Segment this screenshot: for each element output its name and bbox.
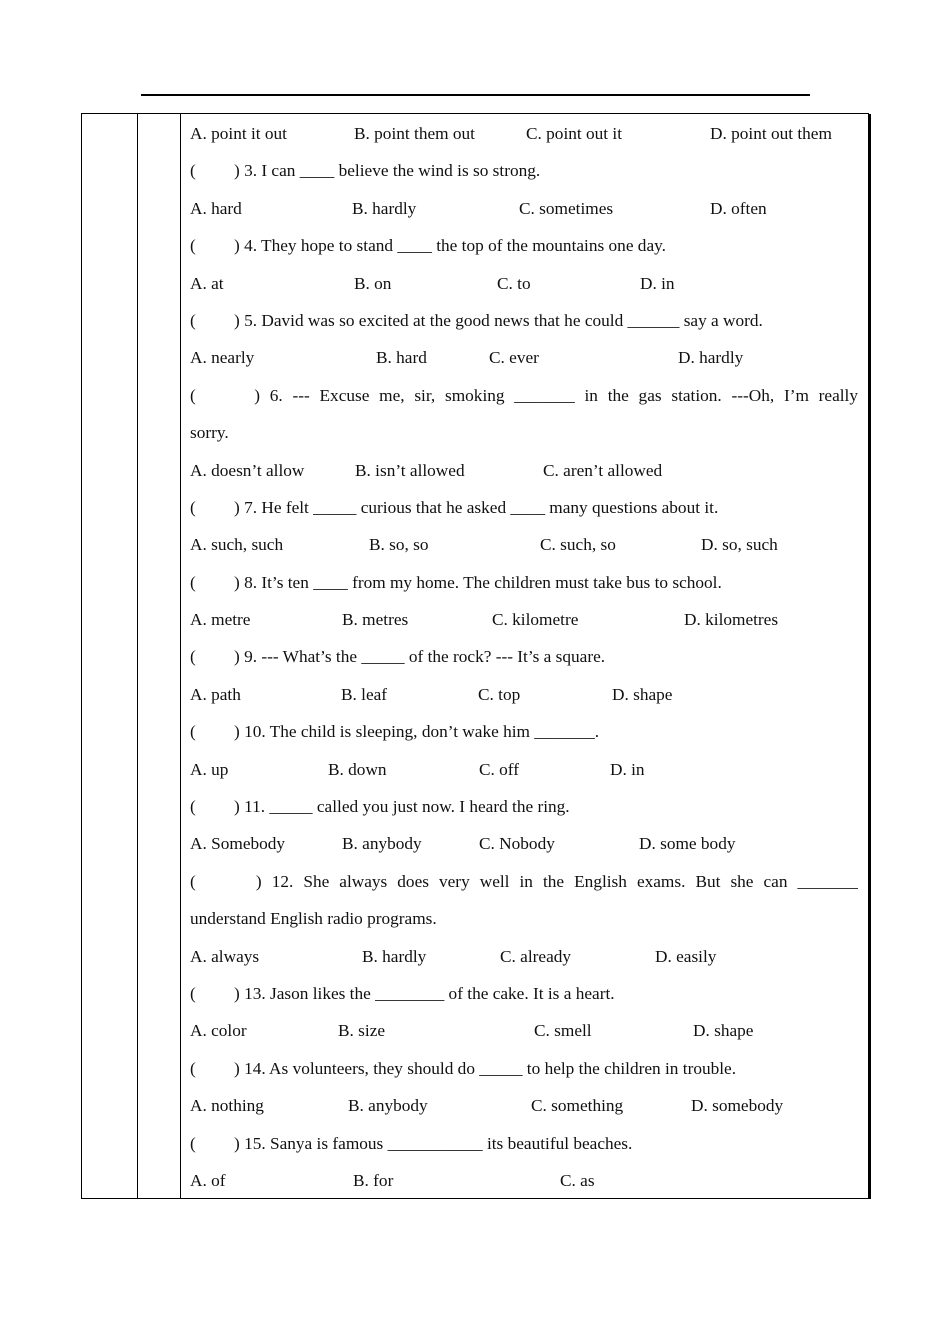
answer-option: C. sometimes [519,198,614,218]
answer-options [190,938,858,975]
answer-options [190,115,858,152]
answer-option: A. point it out [190,124,287,143]
answer-option: B. anybody [348,1096,428,1116]
answer-option: C. such, so [540,535,616,555]
answer-option: D. in [640,273,675,293]
question-line: ( ) 6. --- Excuse me, sir, smoking _______ in the gas station. ---Oh, I’m really [190,385,858,405]
answer-option: B. hardly [362,946,427,966]
answer-option: A. at [190,273,224,293]
answer-option: C. point out it [526,124,623,143]
question-text: ) 4. They hope to stand ____ the top of the mountains one day. [234,236,666,256]
question-continuation: understand English radio programs. [190,909,437,929]
answer-options [190,676,858,713]
answer-option: C. to [497,273,531,293]
answer-option: A. always [190,946,260,966]
column-divider [180,114,181,1198]
answer-option: B. so, so [369,535,429,555]
answer-blank: ( [190,1133,196,1153]
answer-option: D. in [610,759,645,779]
question-continuation: sorry. [190,423,229,443]
question-text: ) 13. Jason likes the ________ of the cake. It is a heart. [234,983,615,1003]
question-text: ) 3. I can ____ believe the wind is so strong. [234,161,541,181]
answer-option: C. off [479,759,520,779]
answer-options [190,265,858,302]
answer-option: D. somebody [691,1096,784,1116]
question-line [190,564,858,601]
answer-options [190,526,858,563]
answer-option: B. down [328,759,387,779]
answer-option: D. so, such [701,535,778,555]
answer-option: D. shape [693,1021,754,1041]
answer-option: C. already [500,946,572,966]
answer-option: C. Nobody [479,834,555,854]
answer-option: C. as [560,1170,595,1190]
answer-blank: ( [190,983,196,1003]
answer-blank: ( [190,722,196,742]
answer-option: D. kilometres [684,610,779,630]
question-text: ) 5. David was so excited at the good news that he could ______ say a word. [234,310,763,330]
answer-blank: ( [190,161,196,181]
answer-options [190,601,858,638]
answer-option: B. hard [376,348,427,368]
answer-option: A. hard [190,198,242,218]
answer-option: C. top [478,684,521,704]
answer-blank: ( [190,1058,196,1078]
question-line [190,1125,858,1162]
answer-blank: ( [190,572,196,592]
answer-options [190,452,858,489]
question-text: ) 10. The child is sleeping, don’t wake him _______. [234,722,600,742]
answer-option: B. metres [342,610,409,630]
answer-option: A. Somebody [190,834,286,854]
answer-options [190,825,858,862]
answer-option: A. such, such [190,535,284,555]
answer-option: D. hardly [678,348,744,368]
answer-option: A. nothing [190,1096,264,1116]
question-line [190,638,858,675]
answer-options [190,1012,858,1049]
answer-option: A. color [190,1021,247,1041]
answer-options [190,751,858,788]
question-text: ) 7. He felt _____ curious that he asked ____ many questions about it. [234,497,719,517]
header-rule [141,94,810,96]
answer-option: D. point out them [710,124,832,143]
answer-option: B. hardly [352,198,417,218]
answer-option: A. metre [190,610,251,630]
question-text: ) 8. It’s ten ____ from my home. The children must take bus to school. [234,572,722,592]
answer-option: D. some body [639,834,736,854]
answer-option: D. often [710,198,767,218]
answer-option: A. of [190,1170,226,1190]
answer-options [190,190,858,227]
answer-blank: ( [190,797,196,817]
answer-option: B. for [353,1170,394,1190]
question-line [190,1050,858,1087]
answer-option: B. anybody [342,834,422,854]
answer-option: A. doesn’t allow [190,460,305,480]
column-divider [137,114,138,1198]
question-line [190,152,858,189]
answer-option: B. leaf [341,684,388,704]
answer-option: B. point them out [354,124,475,143]
question-line [190,302,858,339]
answer-option: C. aren’t allowed [543,460,663,480]
answer-options [190,339,858,376]
question-line: ( ) 12. She always does very well in the English exams. But she can _______ [190,871,858,891]
question-text: ) 15. Sanya is famous ___________ its beautiful beaches. [234,1133,633,1153]
answer-option: C. smell [534,1021,592,1041]
answer-blank: ( [190,497,196,517]
answer-option: B. on [354,273,392,293]
question-text: ) 11. _____ called you just now. I heard the ring. [234,797,570,817]
answer-option: A. path [190,684,241,704]
answer-option: B. size [338,1021,386,1041]
answer-blank: ( [190,310,196,330]
answer-option: A. nearly [190,348,255,368]
answer-blank: ( [190,236,196,256]
question-line [190,788,858,825]
answer-option: C. something [531,1096,624,1116]
answer-options [190,1087,858,1124]
question-line [190,489,858,526]
answer-option: D. shape [612,684,673,704]
answer-blank: ( [190,647,196,667]
answer-option: B. isn’t allowed [355,460,465,480]
question-text: ) 9. --- What’s the _____ of the rock? --- It’s a square. [234,647,606,667]
answer-option: D. easily [655,946,717,966]
question-text: ) 14. As volunteers, they should do _____ to help the children in trouble. [234,1058,737,1078]
answer-options [190,1162,858,1199]
question-line [190,975,858,1012]
question-list [190,115,858,1199]
question-line [190,713,858,750]
answer-option: A. up [190,759,229,779]
question-line [190,227,858,264]
answer-option: C. kilometre [492,610,579,630]
answer-option: C. ever [489,348,539,368]
